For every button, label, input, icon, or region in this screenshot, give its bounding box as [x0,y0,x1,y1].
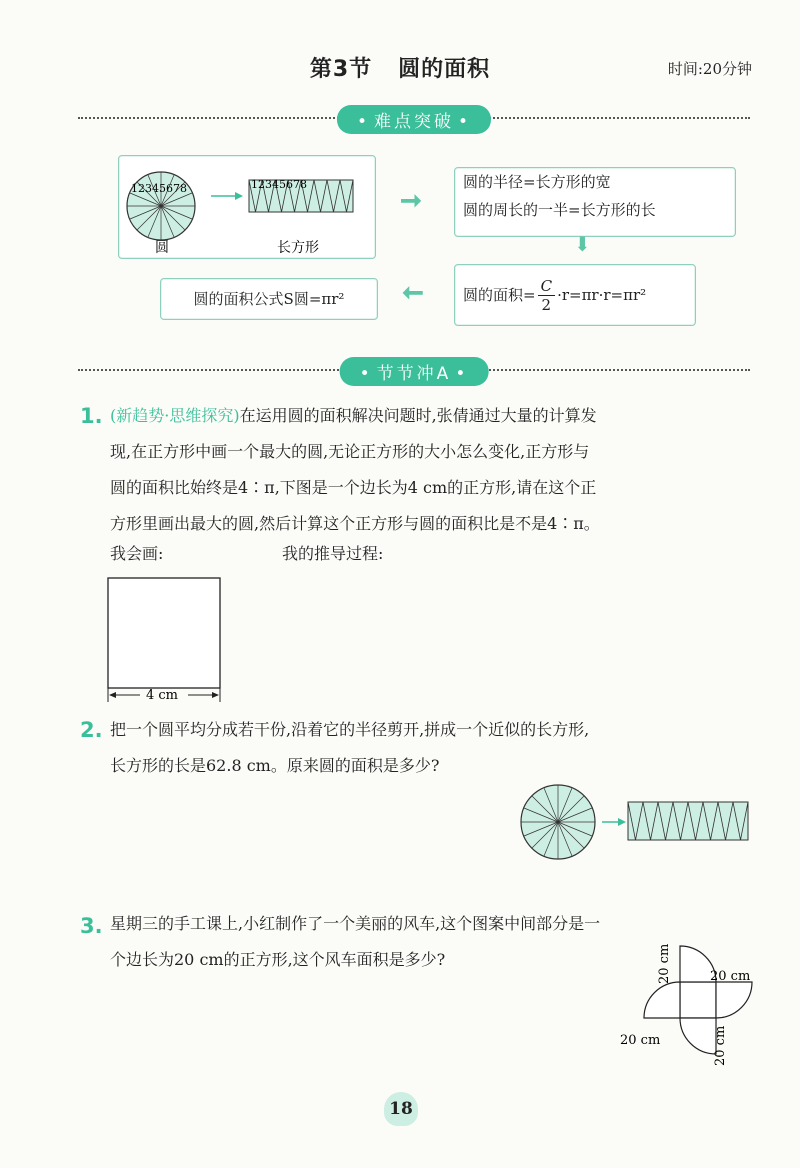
relation-circumference: 圆的周长的一半=长方形的长 [463,201,656,219]
fraction-denominator: 2 [541,295,552,314]
time-limit: 时间:20分钟 [667,60,752,78]
circle-to-rect-figure [518,780,758,866]
pinwheel-label-right: 20 cm [710,969,751,984]
square-drawing-area[interactable] [104,574,228,706]
page-title: 第3节 圆的面积 [309,57,491,82]
fraction-numerator: C [538,277,555,296]
relation-radius: 圆的半径=长方形的宽 [463,173,611,191]
circle-rect-illustration [119,156,375,258]
question-1-number: 1. [80,404,103,428]
question-2-number: 2. [80,718,103,742]
circle-to-rect-box [118,155,376,259]
fraction-c-over-2 [538,277,555,314]
area-formula: 圆的面积公式S圆=πr² [193,290,345,308]
draw-label: 我会画: [110,544,164,563]
strip-numbers: 12345678 [251,178,307,191]
section-practice-label: • 节节冲A • [340,357,489,386]
circle-numbers: 12345678 [131,182,187,195]
question-1-tag: (新趋势·思维探究) [110,406,240,425]
pinwheel-label-left: 20 cm [620,1033,661,1048]
left-arrow-icon: ➞ [402,278,424,308]
area-derivation-box [454,264,696,326]
page-number: 18 [384,1092,418,1126]
pinwheel-figure [612,938,762,1070]
area-suffix: ·r=πr·r=πr² [557,286,647,304]
pinwheel-label-top: 20 cm [657,943,672,984]
section-difficulty [78,108,750,132]
question-2-text: 把一个圆平均分成若干份,沿着它的半径剪开,拼成一个近似的长方形, 长方形的长是62.8 cm。原来圆的面积是多少? [110,720,590,775]
down-arrow-icon: ⬇ [574,232,591,256]
derivation-label: 我的推导过程: [282,544,384,563]
section-practice [78,360,750,384]
right-arrow-icon: ➞ [400,186,422,216]
section-difficulty-label: • 难点突破 • [337,105,491,134]
question-3-text: 星期三的手工课上,小红制作了一个美丽的风车,这个图案中间部分是一 个边长为20 cm的正方形,这个风车面积是多少? [110,914,601,969]
area-prefix: 圆的面积= [463,286,536,304]
formula-box [160,278,378,320]
question-3-number: 3. [80,914,103,938]
relation-box [454,167,736,237]
question-1-text: (新趋势·思维探究)在运用圆的面积解决问题时,张倩通过大量的计算发 现,在正方形中画一个最大的圆,无论正方形的大小怎么变化,正方形与 圆的面积比始终是4∶π,下图是一个边长为4 cm的正方形,请在这个正 方形里画出最大的圆,然后计算这个正方形与圆的面积比是不是4∶π。 [110,406,600,533]
rect-label: 长方形 [277,240,319,256]
side-length-label: 4 cm [146,688,179,703]
pinwheel-label-bottom: 20 cm [713,1025,728,1066]
circle-label: 圆 [155,240,169,256]
